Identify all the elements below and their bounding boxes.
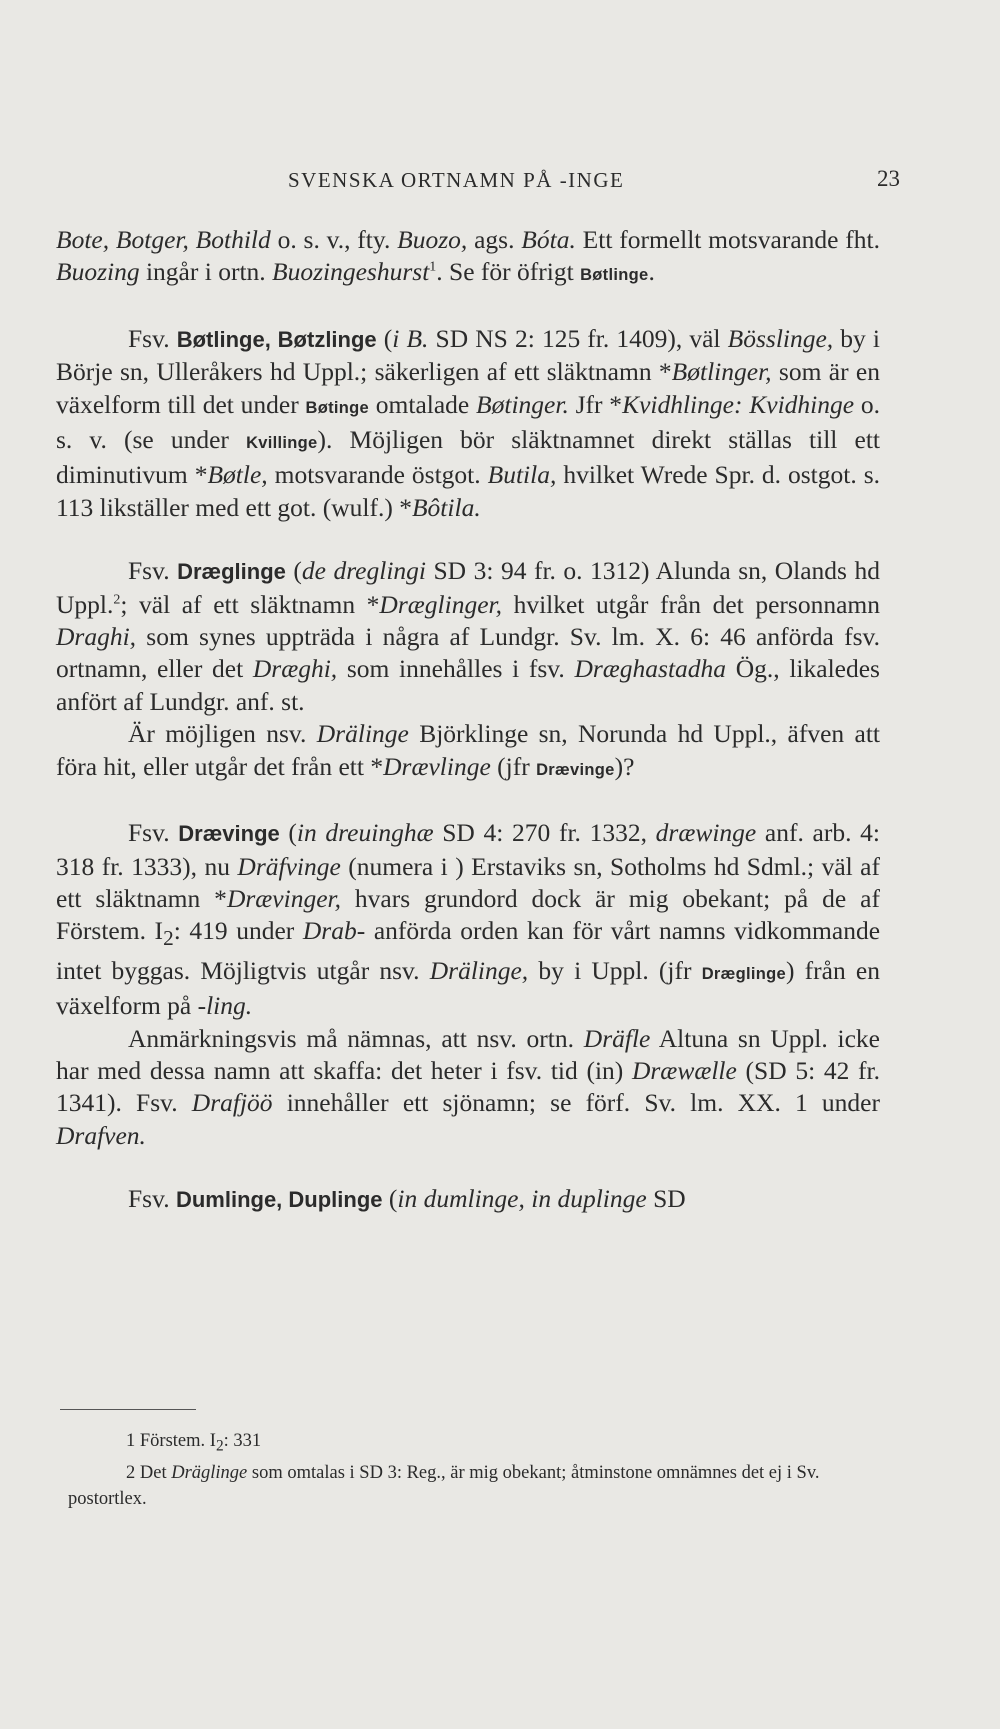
italic-term: Bøtlinger, <box>671 357 772 387</box>
italic-term: Drälinge, <box>429 955 529 985</box>
text-run: SD <box>646 1184 686 1214</box>
text-run: hvars grundord dock är mig obekant; på de af Förstem. I <box>56 883 880 946</box>
italic-term: Draghi, <box>56 622 137 652</box>
headword: Dumlinge, Duplinge <box>175 1187 383 1213</box>
paragraph-botlinge <box>56 323 880 524</box>
italic-term: Drafjöö <box>191 1088 273 1118</box>
text-run: SD 3: 94 fr. o. 1312) Alunda sn, Olands hd Uppl. <box>56 556 880 619</box>
italic-term: Drab- <box>302 916 366 946</box>
italic-term: Drævlinge <box>383 751 491 781</box>
italic-term: Dræwælle <box>631 1056 737 1086</box>
text-run: ) från en växelform på <box>56 955 880 1021</box>
text-run: . <box>648 257 655 287</box>
text-run: (numera i ) Erstaviks sn, Sotholms hd Sdml.; väl af ett släktnamn * <box>56 851 880 913</box>
italic-term: Dræglinger, <box>379 589 502 619</box>
italic-term: in dumlinge, in duplinge <box>397 1184 647 1214</box>
text-run: Ett formellt motsvarande fht. <box>575 225 880 254</box>
italic-term: Butila, <box>487 460 557 490</box>
text-run: SD 4: 270 fr. 1332, <box>433 818 656 848</box>
italic-term: Buozing <box>56 257 140 287</box>
paragraph-drævinge <box>56 817 880 1023</box>
footnote-ref: 2 <box>113 592 121 608</box>
italic-term: Dräfle <box>583 1023 651 1053</box>
paragraph-dumlinge <box>56 1183 880 1216</box>
text-run: Fsv. <box>128 818 179 848</box>
text-run: hvilket utgår från det personnamn <box>501 589 880 619</box>
italic-term: Bóta. <box>521 225 576 254</box>
page-number: 23 <box>877 166 900 191</box>
cross-reference: Bøtlinge <box>580 266 649 285</box>
italic-term: Dræghastadha <box>574 654 727 684</box>
text-run: Är möjligen nsv. <box>128 719 317 749</box>
text-run: Altuna sn Uppl. icke har med dessa namn att skaffa: det heter i fsv. tid (in) <box>56 1023 880 1086</box>
italic-term: Dræghi, <box>252 654 338 684</box>
italic-term: Bøtinger. <box>476 389 569 419</box>
cross-reference: Kvillinge <box>246 434 318 453</box>
italic-term: Bösslinge, <box>727 323 834 353</box>
footnote-number: 1 <box>126 1431 136 1451</box>
text-run: by i Börje sn, Ulleråkers hd Uppl.; säkerligen af ett släktnamn * <box>56 323 881 387</box>
footnote-text: Det <box>139 1462 172 1483</box>
italic-term: Bøtle, <box>207 460 268 490</box>
text-run: ags. <box>467 225 522 254</box>
italic-term: in dreuinghæ <box>296 818 434 848</box>
italic-term: Buozo, <box>397 225 468 254</box>
footnotes <box>68 1428 880 1512</box>
headword: Drævinge <box>178 821 280 847</box>
italic-term: Drafven. <box>56 1120 146 1150</box>
text-run: ). Möjligen bör släktnamnet direkt ställas till ett diminutivum * <box>56 425 881 490</box>
footnote-text: som omtalas i SD 3: Reg., är mig obekant; åtminstone omnämnes det ej i Sv. postortlex. <box>68 1462 820 1509</box>
text-run: anf. arb. 4: 318 fr. 1333), nu <box>56 818 880 881</box>
text-run: hvilket Wrede Spr. d. ostgot. s. 113 likställer med ett got. (wulf.) * <box>56 460 880 522</box>
text-run: : 419 under <box>173 916 303 946</box>
italic-term: Drævinger, <box>226 883 341 913</box>
text-run: ; väl af ett släktnamn * <box>120 589 380 619</box>
headword: Dræglinge <box>177 559 286 585</box>
text-run: ( <box>382 1184 398 1214</box>
text-run: Fsv. <box>128 556 178 586</box>
text-run: som är en växelform till det under <box>56 357 880 419</box>
text-run: som innehålles i fsv. <box>337 654 575 684</box>
italic-term: Dräglinge <box>171 1462 248 1483</box>
text-run: )? <box>614 751 635 781</box>
footnote-text: : 331 <box>223 1431 262 1451</box>
subscript: 2 <box>163 926 174 951</box>
text-run: motsvarande östgot. <box>267 460 488 490</box>
text-run: Jfr * <box>568 389 623 419</box>
text-run: innehåller ett sjönamn; se förf. Sv. lm. XX. 1 under <box>272 1088 880 1118</box>
page-header <box>58 168 900 208</box>
italic-term: i B. <box>392 323 429 353</box>
italic-term: Kvidhlinge: Kvidhinge <box>622 389 855 419</box>
text-run: by i Uppl. (jfr <box>528 955 702 985</box>
subscript: 2 <box>215 1437 224 1455</box>
footnote-divider <box>60 1409 196 1410</box>
italic-term: Drälinge <box>316 719 409 749</box>
text-run: ( <box>279 818 297 848</box>
footnote-1 <box>68 1428 880 1460</box>
text-run: anförda orden kan för vårt namns vidkommande intet byggas. Möjligtvis utgår nsv. <box>56 916 881 985</box>
cross-reference: Bøtinge <box>305 398 369 417</box>
text-run: SD NS 2: 125 fr. 1409), väl <box>428 323 728 353</box>
footnote-2 <box>68 1460 880 1512</box>
text-run: ingår i ortn. <box>139 257 273 287</box>
headword: Bøtlinge, Bøtzlinge <box>176 326 377 352</box>
paragraph-dræglinge <box>56 555 880 718</box>
italic-term: Bôtila. <box>411 492 481 522</box>
footnote-text: Förstem. I <box>139 1431 216 1451</box>
italic-term: Buozingeshurst <box>272 257 430 287</box>
body-text <box>56 224 880 1217</box>
cross-reference: Dræglinge <box>701 964 786 983</box>
text-run: o. s. v., fty. <box>270 225 398 254</box>
text-run: Ög., likaledes anfört af Lundgr. anf. st. <box>56 654 880 716</box>
text-run: Anmärkningsvis må nämnas, att nsv. ortn. <box>128 1023 584 1053</box>
italic-term: de dreglingi <box>301 556 426 586</box>
text-run: Fsv. <box>128 323 177 353</box>
italic-term: -ling. <box>197 991 253 1021</box>
text-run: o. s. v. (se under <box>56 389 880 455</box>
text-run: (jfr <box>490 751 537 781</box>
italic-term: Bote, Botger, Bothild <box>56 225 271 254</box>
italic-term: dræwinge <box>655 818 757 848</box>
text-run: (SD 5: 42 fr. 1341). Fsv. <box>56 1056 880 1118</box>
footnote-number: 2 <box>126 1462 136 1483</box>
text-run: . Se för öfrigt <box>436 257 581 287</box>
paragraph-dräfle <box>56 1023 880 1153</box>
italic-term: Dräfvinge <box>237 851 341 881</box>
running-head: SVENSKA ORTNAMN PÅ -INGE <box>288 168 625 192</box>
text-run: som synes uppträda i några af Lundgr. Sv. lm. X. 6: 46 anförda fsv. ortnamn, eller det <box>56 622 880 684</box>
text-run: omtalade <box>369 389 477 419</box>
text-run: Björklinge sn, Norunda hd Uppl., äfven att föra hit, eller utgår det från ett * <box>56 719 880 781</box>
cross-reference: Drævinge <box>536 760 615 779</box>
paragraph-drälinge <box>56 718 880 786</box>
text-run: Fsv. <box>128 1184 176 1214</box>
text-run: ( <box>285 556 302 586</box>
paragraph-bote <box>56 224 880 292</box>
text-run: ( <box>376 323 393 353</box>
footnote-ref: 1 <box>429 259 437 275</box>
